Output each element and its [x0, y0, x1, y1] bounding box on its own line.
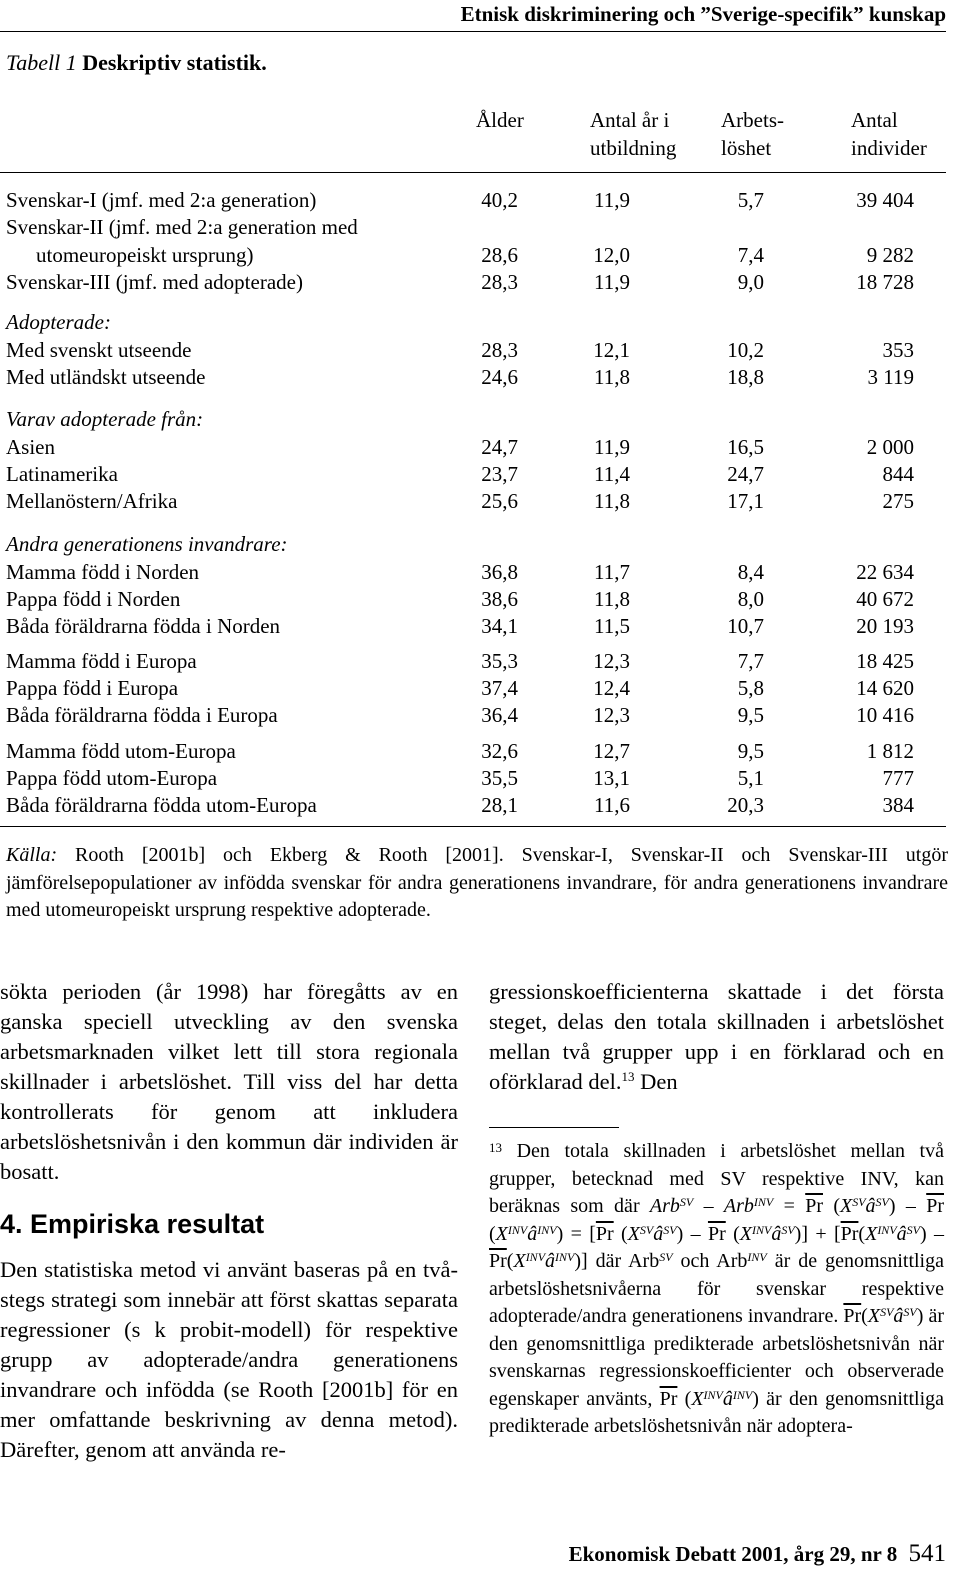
footnote-reference: 13: [621, 1069, 635, 1084]
table-row: [0, 242, 960, 269]
table-row: [0, 765, 960, 792]
row-cell: 39 404: [856, 188, 914, 212]
row-label: Med utländskt utseende: [6, 365, 206, 389]
row-cell: 384: [882, 793, 914, 817]
source-label: Källa:: [6, 844, 58, 866]
table-row: [0, 187, 960, 214]
row-cell: 9,5: [737, 703, 764, 727]
row-label: Adopterade:: [6, 310, 111, 334]
row-cell: 32,6: [481, 739, 518, 763]
left-paragraph-1: sökta perioden (år 1998) har föregåtts av en ganska speciell utveckling av den svenska arbetsmarknaden vilket lett till stora regionala skillnader i arbetslöshet. Till viss del har detta kontrollerats för genom att inkludera arbetslöshetsnivån i den kommun där individen är bosatt.: [0, 979, 458, 1184]
row-cell: 20 193: [856, 614, 914, 638]
row-cell: 37,4: [481, 676, 518, 700]
row-cell: 35,3: [481, 649, 518, 673]
row-cell: 36,8: [481, 560, 518, 584]
running-title: Etnisk diskriminering och ”Sverige-specifik” kunskap: [460, 2, 946, 26]
row-cell: 5,7: [737, 188, 764, 212]
row-cell: 14 620: [856, 676, 914, 700]
row-label: Latinamerika: [6, 462, 118, 486]
row-label: Svenskar-I (jmf. med 2:a generation): [6, 188, 317, 212]
row-label: Med svenskt utseende: [6, 338, 192, 362]
row-cell: 353: [882, 338, 914, 362]
left-paragraph-2: Den statistiska metod vi använt baseras på en två-stegs strategi som innebär att först skattas separata regressioner (s k probit-modell) för respektive grupp av adopterade/andra generationens invandrare och infödda (se Rooth [2001b] för en mer omfattande beskrivning av denna metod). Därefter, genom att använda re-: [0, 1257, 458, 1462]
row-cell: 11,8: [594, 489, 630, 513]
row-cell: 28,6: [481, 243, 518, 267]
row-cell: 24,7: [727, 462, 764, 486]
row-cell: 11,4: [594, 462, 630, 486]
row-cell: 1 812: [866, 739, 914, 763]
row-cell: 7,4: [737, 243, 764, 267]
page-number: 541: [908, 1540, 946, 1567]
table-row: [0, 675, 960, 702]
row-cell: 11,5: [594, 614, 630, 638]
row-cell: 777: [882, 766, 914, 790]
table-caption-title: Deskriptiv statistik.: [82, 50, 267, 75]
row-cell: 12,3: [593, 703, 630, 727]
row-cell: 11,9: [594, 435, 630, 459]
right-column: [489, 977, 944, 1441]
header-rule: [0, 31, 946, 32]
row-cell: 7,7: [737, 649, 764, 673]
table-source-note: [6, 842, 948, 925]
row-cell: 23,7: [481, 462, 518, 486]
row-cell: 35,5: [481, 766, 518, 790]
row-cell: 12,1: [593, 338, 630, 362]
row-cell: 18 425: [856, 649, 914, 673]
row-cell: 28,3: [481, 338, 518, 362]
row-cell: 2 000: [866, 435, 914, 459]
row-cell: 11,7: [594, 560, 630, 584]
row-cell: 18,8: [727, 365, 764, 389]
row-cell: 12,0: [593, 243, 630, 267]
table-section-header: [0, 531, 960, 558]
table-row: [0, 434, 960, 461]
row-cell: 11,9: [594, 188, 630, 212]
column-header-individuals: Antal individer: [851, 108, 927, 160]
table-row: [0, 586, 960, 613]
table-row: [0, 559, 960, 586]
row-label: Mamma född i Norden: [6, 560, 200, 584]
row-cell: 24,6: [481, 365, 518, 389]
table-bottom-rule: [0, 826, 946, 827]
row-cell: 12,4: [593, 676, 630, 700]
table-header-rule: [0, 172, 946, 173]
journal-citation: Ekonomisk Debatt 2001, årg 29, nr 8: [568, 1542, 898, 1566]
row-cell: 11,6: [594, 793, 630, 817]
row-cell: 844: [882, 462, 914, 486]
table-caption: [6, 50, 267, 76]
row-cell: 9,0: [737, 270, 764, 294]
table-section-header: [0, 309, 960, 336]
row-cell: 8,0: [737, 587, 764, 611]
row-cell: 22 634: [856, 560, 914, 584]
row-cell: 5,8: [737, 676, 764, 700]
column-header-unemployment: Arbets- löshet: [721, 108, 784, 160]
table-row: [0, 648, 960, 675]
row-label: Mamma född i Europa: [6, 649, 197, 673]
row-label: Båda föräldrarna födda i Europa: [6, 703, 278, 727]
row-cell: 18 728: [856, 270, 914, 294]
row-cell: 11,8: [594, 365, 630, 389]
row-label: utomeuropeiskt ursprung): [36, 243, 254, 267]
table-row: [0, 488, 960, 515]
row-cell: 40,2: [481, 188, 518, 212]
table-row: [0, 702, 960, 729]
row-cell: 17,1: [727, 489, 764, 513]
table-caption-label: Tabell 1: [6, 50, 77, 75]
row-cell: 34,1: [481, 614, 518, 638]
row-cell: 25,6: [481, 489, 518, 513]
row-cell: 20,3: [727, 793, 764, 817]
table-row: [0, 364, 960, 391]
row-cell: 28,1: [481, 793, 518, 817]
table-row: [0, 461, 960, 488]
left-column: [0, 977, 458, 1465]
row-cell: 9,5: [737, 739, 764, 763]
section-title: 4. Empiriska resultat: [0, 1209, 265, 1239]
row-cell: 28,3: [481, 270, 518, 294]
row-cell: 11,9: [594, 270, 630, 294]
row-cell: 5,1: [737, 766, 764, 790]
row-label: Mamma född utom-Europa: [6, 739, 236, 763]
page-footer: [569, 1540, 946, 1568]
row-cell: 38,6: [481, 587, 518, 611]
right-paragraph-1: gressionskoefficienterna skattade i det första steget, delas den totala skillnaden i arbetslöshet mellan två grupper upp i en förklarad och en oförklarad del.$^{13}$ Den: [489, 979, 944, 1094]
row-label: Pappa född utom-Europa: [6, 766, 218, 790]
row-label: Svenskar-II (jmf. med 2:a generation med: [6, 215, 358, 239]
row-label: Mellanöstern/Afrika: [6, 489, 178, 513]
row-label: Svenskar-III (jmf. med adopterade): [6, 270, 303, 294]
row-cell: 3 119: [867, 365, 914, 389]
row-cell: 12,3: [593, 649, 630, 673]
row-cell: 10,7: [727, 614, 764, 638]
row-cell: 13,1: [593, 766, 630, 790]
table-row: [0, 269, 960, 296]
table-section-header: [0, 406, 960, 433]
footnote-rule: [489, 1127, 619, 1128]
row-cell: 11,8: [594, 587, 630, 611]
row-cell: 36,4: [481, 703, 518, 727]
row-label: Andra generationens invandrare:: [6, 532, 288, 556]
table-row: [0, 214, 960, 241]
table-row: [0, 792, 960, 819]
row-label: Asien: [6, 435, 55, 459]
source-text: Rooth [2001b] och Ekberg & Rooth [2001]. Svenskar-I, Svenskar-II och Svenskar-III utgör jämförelsepopulationer av infödda svenskar för andra generationens invandrare, för andra generationens invandrare med utomeuropeiskt ursprung respektive adopterade.: [6, 844, 948, 921]
table-row: [0, 337, 960, 364]
row-cell: 9 282: [866, 243, 914, 267]
row-label: Varav adopterade från:: [6, 407, 204, 431]
row-label: Pappa född i Norden: [6, 587, 181, 611]
row-cell: 10 416: [856, 703, 914, 727]
column-header-age: Ålder: [476, 108, 524, 132]
row-cell: 16,5: [727, 435, 764, 459]
row-cell: 24,7: [481, 435, 518, 459]
row-cell: 40 672: [856, 587, 914, 611]
row-label: Pappa född i Europa: [6, 676, 179, 700]
row-cell: 8,4: [737, 560, 764, 584]
row-label: Båda föräldrarna födda i Norden: [6, 614, 281, 638]
table-row: [0, 738, 960, 765]
row-cell: 12,7: [593, 739, 630, 763]
footnote-13: $^{13}$ Den totala skillnaden i arbetslöshet mellan två grupper, betecknad med SV respektive INV, kan beräknas som där $Arb^{SV} - Arb^{INV} = \overline{Pr}$ $(X^{SV}â^{SV}) - \overline{Pr}$ $(X^{INV}â^{INV}) = [\overline{Pr}$ $(X^{SV}â^{SV}) - \overline{Pr}$ $(X^{INV}â^{SV})$] + [$\overline{Pr}(X^{INV}â^{SV})$ – $\overline{Pr}(X^{INV}â^{INV})$] där Arb$^{SV}$ och Arb$^{INV}$ är de genomsnittliga arbetslöshetsnivåerna för svenskar respektive adopterade/andra generationens invandrare. $\overline{Pr}(X^{SV}â^{SV})$ är den genomsnittliga predikterade arbetslöshetsnivån när svenskarnas regressionskoefficienter och observerade egenskaper använts, $\overline{Pr}$ $(X^{INV}â^{INV})$ är den genomsnittliga predikterade arbetslöshetsnivån när adoptera-: [489, 1140, 945, 1437]
table-row: [0, 613, 960, 640]
row-label: Båda föräldrarna födda utom-Europa: [6, 793, 317, 817]
row-cell: 275: [882, 489, 914, 513]
row-cell: 10,2: [727, 338, 764, 362]
column-header-education: Antal år i utbildning: [590, 108, 677, 160]
